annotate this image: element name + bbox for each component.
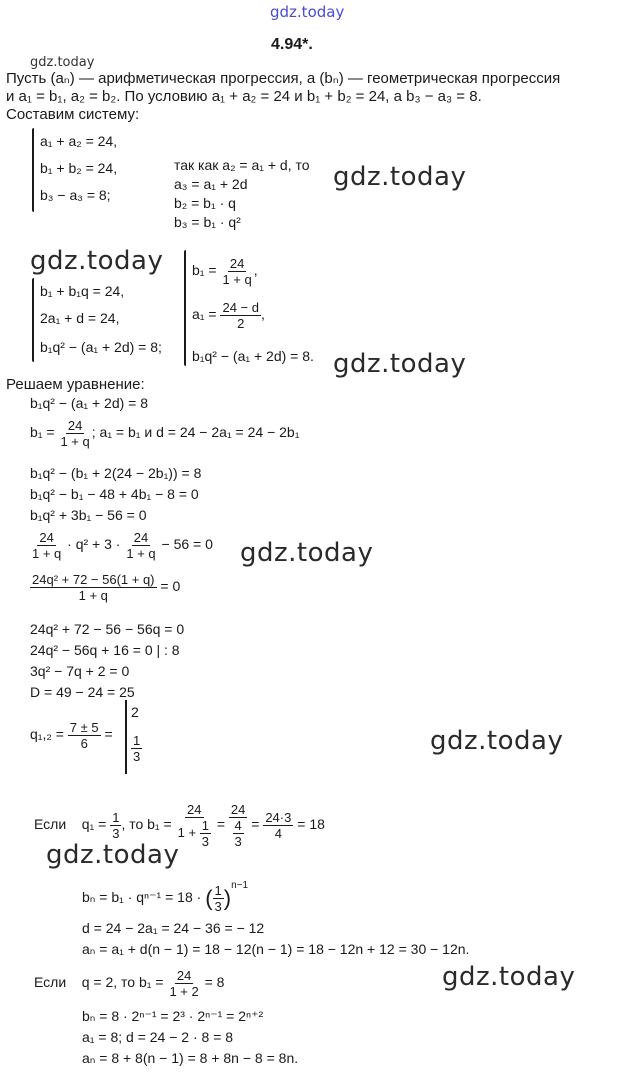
system1-eq: b₃ − a₃ = 8; — [40, 187, 111, 203]
case2-bn: bₙ = 8 · 2ⁿ⁻¹ = 2³ · 2ⁿ⁻¹ = 2ⁿ⁺² — [82, 1008, 264, 1024]
watermark: gdz.today — [46, 840, 180, 870]
case2-b1: Если q = 2, то b₁ = $\frac{24}{1 + 2}$ = 8 — [34, 968, 225, 999]
system-brace — [32, 128, 34, 212]
watermark: gdz.today — [333, 162, 467, 192]
watermark: gdz.today — [333, 349, 467, 379]
substitution-line: a₃ = a₁ + 2d — [174, 176, 248, 192]
solve-step: b₁ = $\frac{24}{1 + q}$ ; a₁ = b₁ и d = 24 − 2a₁ = 24 − 2b₁ — [30, 418, 300, 449]
system2-eq: b₁ + b₁q = 24, — [40, 283, 125, 299]
roots-line: q₁,₂ = $\frac{7 \pm 5}{6}$ = — [30, 720, 113, 751]
root-value: 2 — [131, 704, 139, 720]
solve-step: b₁q² − b₁ − 48 + 4b₁ − 8 = 0 — [30, 486, 199, 502]
system-brace — [32, 278, 34, 362]
case2-a1: a₁ = 8; d = 24 − 2 · 8 = 8 — [82, 1029, 234, 1045]
watermark-top: gdz.today — [270, 3, 345, 21]
solve-header: Решаем уравнение: — [6, 376, 145, 393]
case1-bn: bₙ = b₁ · qⁿ⁻¹ = 18 · ( $\frac{1}{3}$ )$^{n-1}$ — [82, 880, 249, 914]
problem-number: 4.94*. — [271, 36, 313, 53]
case1-d: d = 24 − 2a₁ = 24 − 36 = − 12 — [82, 920, 265, 936]
system-brace — [184, 250, 186, 366]
watermark: gdz.today — [430, 726, 564, 756]
case1-b1: Если q₁ = $\frac{1}{3}$ , то b₁ = 24 1 + $\frac{1}{3}$ = $\frac{24}{\frac{4}{3}}$ = $\frac{24\cdot 3}{4}$ = 18 — [34, 802, 325, 849]
case1-an: aₙ = a₁ + d(n − 1) = 18 − 12(n − 1) = 18 − 12n + 12 = 30 − 12n. — [82, 941, 470, 957]
solve-step: 24q² − 56q + 16 = 0 | : 8 — [30, 642, 180, 658]
solve-step: $\frac{\text{24q² + 72 − 56(1 + q)}}{1 + q}$ = 0 — [32, 572, 181, 603]
system3-a1: a₁ = $\frac{24 - d}{2}$ , — [192, 300, 265, 331]
watermark: gdz.today — [442, 962, 576, 992]
solve-step: D = 49 − 24 = 25 — [30, 684, 135, 700]
system1-eq: b₁ + b₂ = 24, — [40, 160, 118, 176]
solve-step: b₁q² + 3b₁ − 56 = 0 — [30, 507, 147, 523]
intro-line-3: Составим систему: — [6, 106, 140, 123]
intro-line-1: Пусть (aₙ) — арифметическая прогрессия, а (bₙ) — геометрическая прогрессия — [6, 70, 561, 87]
system2-eq: b₁q² − (a₁ + 2d) = 8; — [40, 339, 162, 355]
intro-line-2: и a₁ = b₁, a₂ = b₂. По условию a₁ + a₂ = 24 и b₁ + b₂ = 24, а b₃ − a₃ = 8. — [6, 88, 482, 105]
watermark-small: gdz.today — [30, 55, 95, 70]
solve-step: $\frac{24}{1 + q}$ · q² + 3 · $\frac{24}{1 + q}$ − 56 = 0 — [32, 530, 213, 561]
system1-eq: a₁ + a₂ = 24, — [40, 133, 118, 149]
substitution-line: b₂ = b₁ · q — [174, 195, 236, 211]
root-value: $\frac{1}{3}$ — [133, 733, 141, 764]
watermark: gdz.today — [30, 246, 164, 276]
system2-eq: 2a₁ + d = 24, — [40, 310, 120, 326]
substitution-head: так как a₂ = a₁ + d, то — [174, 157, 310, 173]
system3-b1: b₁ = $\frac{24}{1 + q}$ , — [192, 256, 258, 287]
case2-an: aₙ = 8 + 8(n − 1) = 8 + 8n − 8 = 8n. — [82, 1050, 299, 1066]
system3-last: b₁q² − (a₁ + 2d) = 8. — [192, 348, 314, 364]
watermark: gdz.today — [240, 538, 374, 568]
solve-step: b₁q² − (a₁ + 2d) = 8 — [30, 395, 149, 411]
solve-step: 24q² + 72 − 56 − 56q = 0 — [30, 621, 185, 637]
solve-step: b₁q² − (b₁ + 2(24 − 2b₁)) = 8 — [30, 465, 202, 481]
solve-step: 3q² − 7q + 2 = 0 — [30, 663, 130, 679]
roots-bar — [125, 700, 127, 774]
substitution-line: b₃ = b₁ · q² — [174, 214, 241, 230]
